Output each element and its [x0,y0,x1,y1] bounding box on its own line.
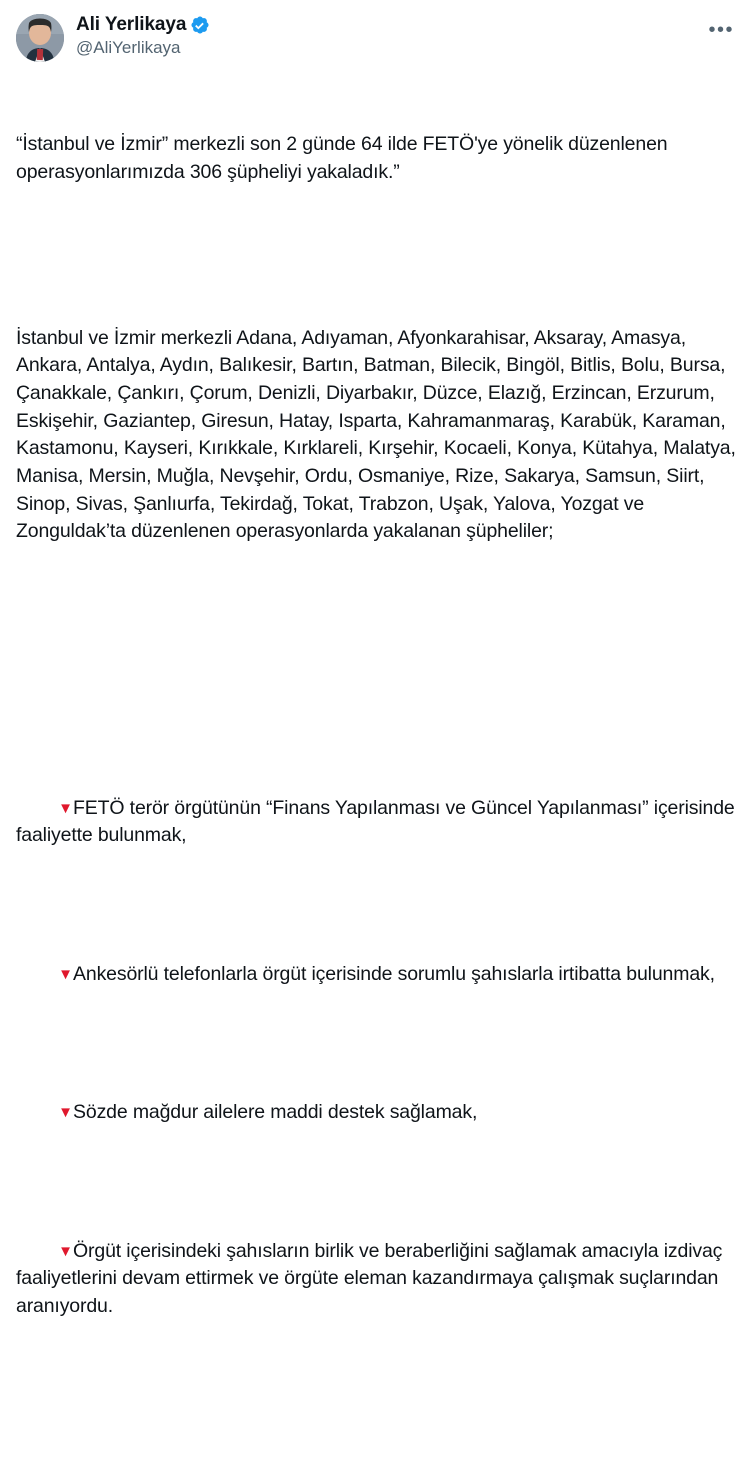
list-item [16,933,736,1016]
author-display-name[interactable]: Ali Yerlikaya [76,14,187,35]
list-item [16,1071,736,1154]
list-item-text: Ankesörlü telefonlarla örgüt içerisinde sorumlu şahıslarla irtibatta bulunmak, [73,962,715,985]
paragraph-spacer-1 [16,242,736,269]
tweet-cities-paragraph: İstanbul ve İzmir merkezli Adana, Adıyaman, Afyonkarahisar, Aksaray, Amasya, Ankara, Antalya, Aydın, Balıkesir, Bartın, Batman, Bilecik, Bingöl, Bitlis, Bolu, Bursa, Çanakkale, Çankırı, Çorum, Denizli, Diyarbakır, Düzce, Elazığ, Erzincan, Erzurum, Eskişehir, Gaziantep, Giresun, Hatay, Isparta, Kahramanmaraş, Karabük, Karaman, Kastamonu, Kayseri, Kırıkkale, Kırklareli, Kırşehir, Kocaeli, Konya, Kütahya, Malatya, Manisa, Mersin, Muğla, Nevşehir, Ordu, Osmaniye, Rize, Sakarya, Samsun, Siirt, Sinop, Sivas, Şanlıurfa, Tekirdağ, Tokat, Trabzon, Uşak, Yalova, Yozgat ve Zonguldak’ta düzenlenen operasyonlarda yakalanan şüpheliler; [16,326,742,543]
triangle-marker-icon: ▼ [58,965,74,983]
tweet-quote-paragraph: “İstanbul ve İzmir” merkezli son 2 günde 64 ilde FETÖ'ye yönelik düzenlenen operasyonlarımızda 306 şüpheliyi yakaladık.” [16,133,673,184]
paragraph-spacer-2 [16,601,736,628]
avatar[interactable] [16,14,64,62]
verified-badge-icon [190,15,210,35]
tweet-bullet-list [16,711,740,1403]
author-identity [76,14,698,58]
tweet-body [16,76,742,1459]
triangle-marker-icon: ▼ [58,1242,74,1260]
triangle-marker-icon: ▼ [58,799,74,817]
list-item [16,767,740,878]
list-item-text: Örgüt içerisindeki şahısların birlik ve beraberliğini sağlamak amacıyla izdivaç faaliyetlerini devam ettirmek ve örgüte eleman kazandırmaya çalışmak suçlarından aranıyordu. [16,1239,728,1317]
list-item [16,1210,736,1348]
author-name-row [76,15,698,36]
tweet-header [16,14,736,62]
list-item-text: Sözde mağdur ailelere maddi destek sağlamak, [73,1101,478,1124]
author-handle[interactable]: @AliYerlikaya [76,37,181,57]
triangle-marker-icon: ▼ [58,1104,74,1122]
more-options-icon[interactable]: ••• [708,19,734,41]
list-item-text: FETÖ terör örgütünün “Finans Yapılanması ve Güncel Yapılanması” içerisinde faaliyette bulunmak, [16,796,740,847]
